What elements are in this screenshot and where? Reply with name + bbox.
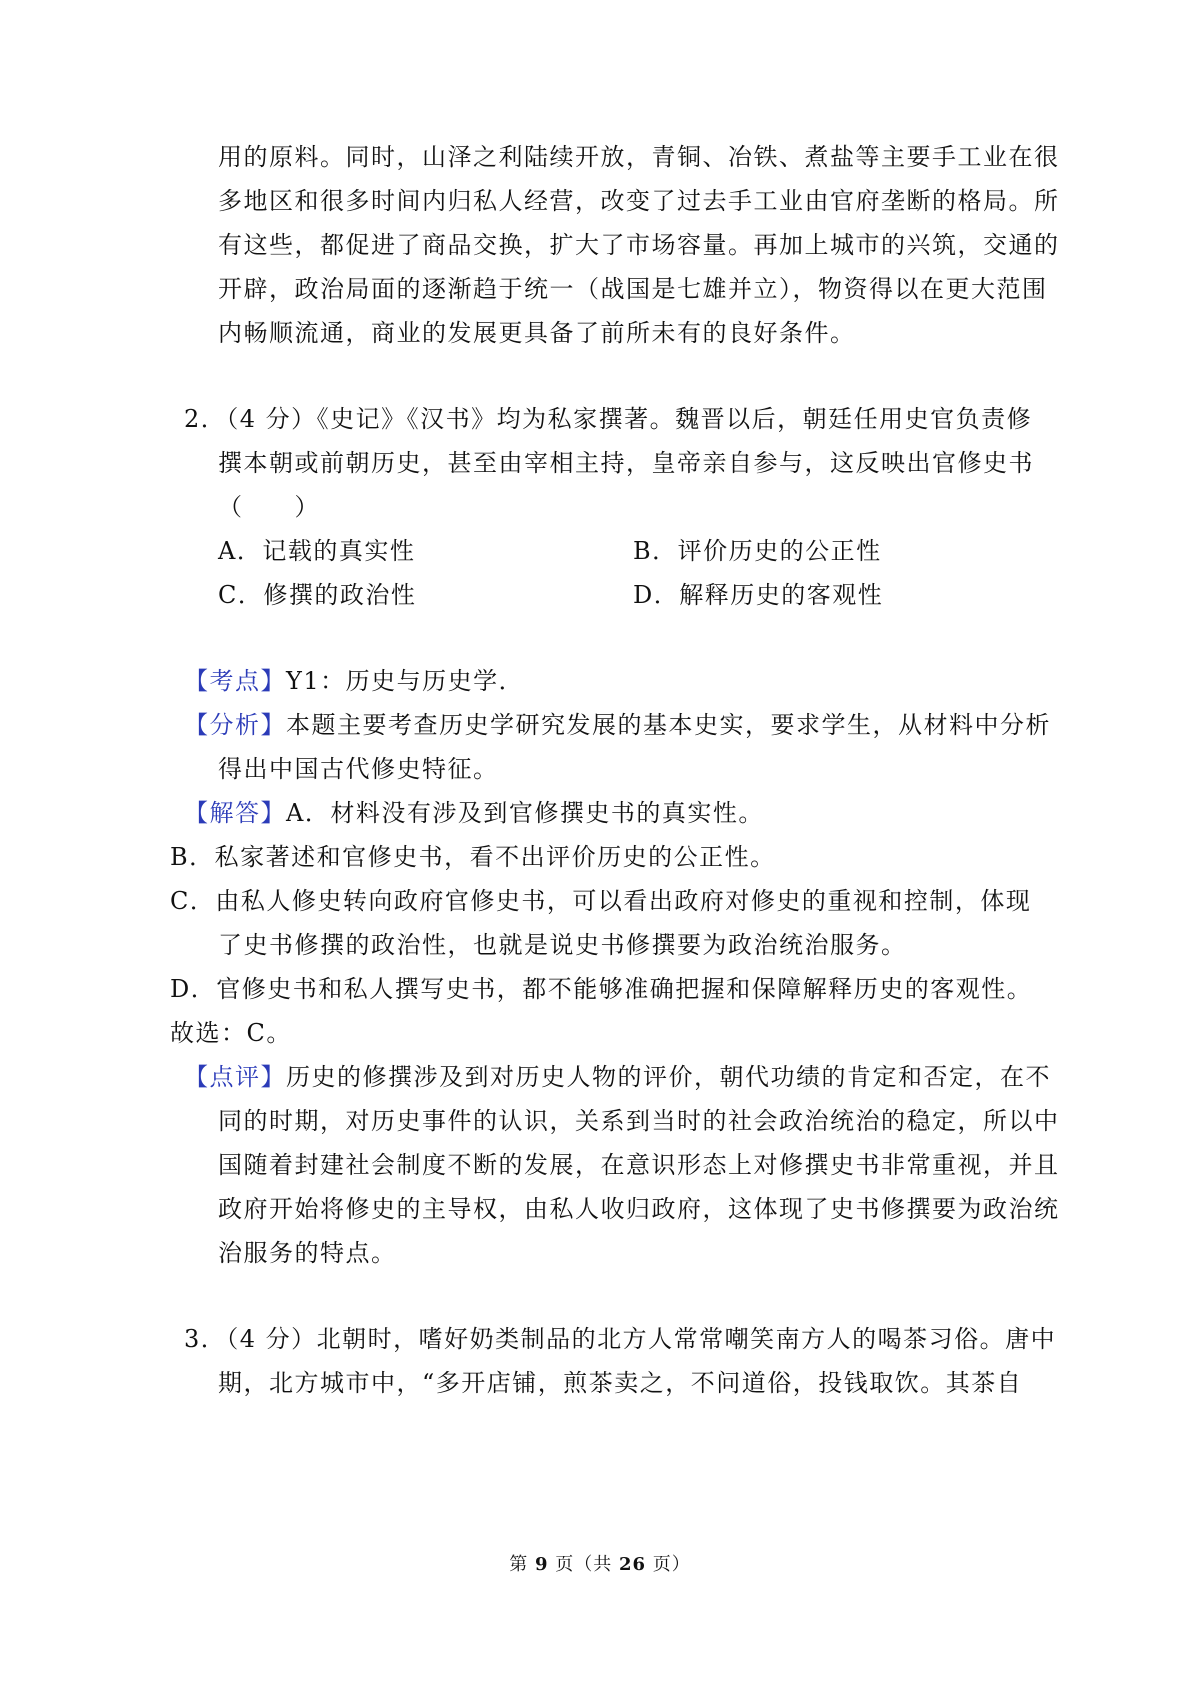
footer-post: 页） — [646, 1554, 691, 1575]
kaodian-line — [184, 665, 524, 697]
intro-line: 开辟，政治局面的逐渐趋于统一（战国是七雄并立），物资得以在更大范围 — [218, 275, 1048, 303]
question-3-stem-cont: 期，北方城市中，“多开店铺，煎茶卖之，不问道俗，投钱取饮。其茶自 — [218, 1369, 1023, 1397]
dianping-text-cont: 同的时期，对历史事件的认识，关系到当时的社会政治统治的稳定，所以中 — [218, 1107, 1060, 1135]
intro-line: 内畅顺流通，商业的发展更具备了前所未有的良好条件。 — [218, 319, 856, 347]
jieda-d: D．官修史书和私人撰写史书，都不能够准确把握和保障解释历史的客观性。 — [170, 975, 1033, 1003]
question-3-stem: 3．（4 分）北朝时，嗜好奶类制品的北方人常常嘲笑南方人的喝茶习俗。唐中 — [184, 1325, 1057, 1353]
fenxi-text: 本题主要考查历史学研究发展的基本史实，要求学生，从材料中分析 — [286, 711, 1051, 739]
page-number: 9 — [534, 1554, 549, 1575]
footer-pre: 第 — [509, 1554, 535, 1575]
dianping-text-cont: 国随着封建社会制度不断的发展，在意识形态上对修撰史书非常重视，并且 — [218, 1151, 1060, 1179]
footer-mid: 页（共 — [548, 1554, 619, 1575]
option-a: A．记载的真实性 — [218, 537, 416, 565]
intro-line: 有这些，都促进了商品交换，扩大了市场容量。再加上城市的兴筑，交通的 — [218, 231, 1060, 259]
kaodian-tag: 【考点】 — [184, 667, 286, 695]
option-b: B．评价历史的公正性 — [633, 537, 882, 565]
page-footer — [0, 1553, 1200, 1577]
option-d: D．解释历史的客观性 — [633, 581, 884, 609]
fenxi-line — [184, 709, 1051, 741]
dianping-tag: 【点评】 — [184, 1063, 286, 1091]
dianping-line — [184, 1061, 1051, 1093]
intro-line: 多地区和很多时间内归私人经营，改变了过去手工业由官府垄断的格局。所 — [218, 187, 1060, 215]
answer-choice: 故选：C。 — [170, 1019, 292, 1047]
dianping-text-cont: 治服务的特点。 — [218, 1239, 397, 1267]
question-2-stem-cont: 撰本朝或前朝历史，甚至由宰相主持，皇帝亲自参与，这反映出官修史书 — [218, 449, 1034, 477]
total-pages: 26 — [618, 1554, 647, 1575]
jieda-c-cont: 了史书修撰的政治性，也就是说史书修撰要为政治统治服务。 — [218, 931, 907, 959]
dianping-text-cont: 政府开始将修史的主导权，由私人收归政府，这体现了史书修撰要为政治统 — [218, 1195, 1060, 1223]
jieda-line — [184, 797, 764, 829]
jieda-c: C．由私人修史转向政府官修史书，可以看出政府对修史的重视和控制，体现 — [170, 887, 1032, 915]
jieda-a: A．材料没有涉及到官修撰史书的真实性。 — [286, 799, 764, 827]
jieda-tag: 【解答】 — [184, 799, 286, 827]
question-2-stem: 2．（4 分）《史记》《汉书》均为私家撰著。魏晋以后，朝廷任用史官负责修 — [184, 405, 1033, 433]
intro-line: 用的原料。同时，山泽之利陆续开放，青铜、冶铁、煮盐等主要手工业在很 — [218, 143, 1060, 171]
jieda-b: B．私家著述和官修史书，看不出评价历史的公正性。 — [170, 843, 776, 871]
fenxi-tag: 【分析】 — [184, 711, 286, 739]
question-2-blank: （ ） — [218, 493, 320, 521]
option-c: C．修撰的政治性 — [218, 581, 417, 609]
kaodian-text: Y1：历史与历史学． — [286, 667, 525, 695]
fenxi-text-cont: 得出中国古代修史特征。 — [218, 755, 499, 783]
dianping-text: 历史的修撰涉及到对历史人物的评价，朝代功绩的肯定和否定，在不 — [286, 1063, 1051, 1091]
